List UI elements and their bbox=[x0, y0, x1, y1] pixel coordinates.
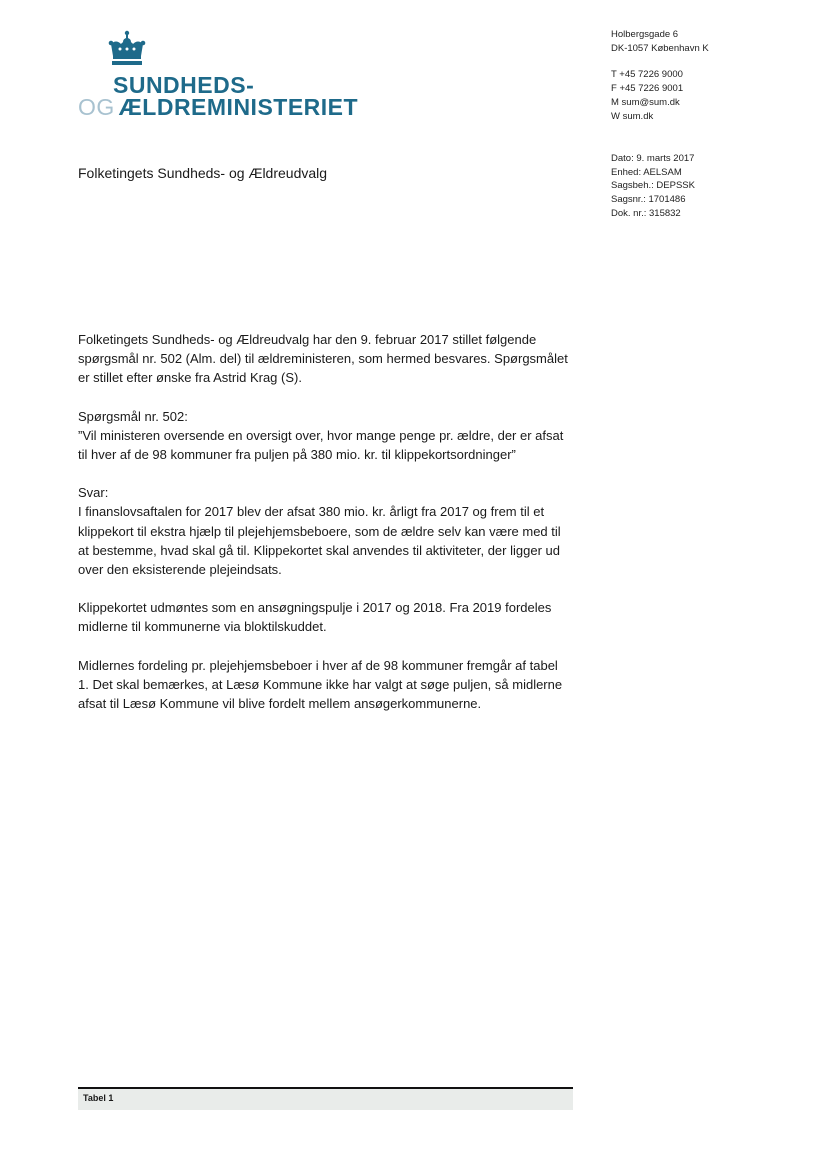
phone: T +45 7226 9000 bbox=[611, 69, 683, 81]
answer-block bbox=[78, 483, 568, 579]
email: M sum@sum.dk bbox=[611, 96, 680, 108]
answer-label: Svar: bbox=[78, 485, 109, 501]
meta-handler: Sagsbeh.: DEPSSK bbox=[611, 180, 695, 192]
contact-block bbox=[611, 28, 811, 123]
logo-text-line1: SUNDHEDS- bbox=[113, 72, 255, 98]
meta-unit: Enhed: AELSAM bbox=[611, 166, 682, 178]
question-block bbox=[78, 407, 568, 465]
question-text: ”Vil ministeren oversende en oversigt over, hvor mange penge pr. ældre, der er afsat til hver af de 98 kommuner fra puljen på 380 mio. kr. til klippekortsordninger” bbox=[78, 427, 564, 463]
crown-icon bbox=[108, 30, 146, 66]
meta-case-number: Sagsnr.: 1701486 bbox=[611, 194, 686, 206]
logo-ministry-name: ÆLDREMINISTERIET bbox=[118, 94, 359, 120]
meta-document-number: Dok. nr.: 315832 bbox=[611, 207, 681, 219]
logo-og: OG bbox=[78, 94, 115, 120]
letter-body bbox=[78, 330, 568, 732]
answer-paragraph-2: Klippekortet udmøntes som en ansøgningspulje i 2017 og 2018. Fra 2019 fordeles midlerne til kommunerne via bloktilskuddet. bbox=[78, 600, 552, 635]
question-label: Spørgsmål nr. 502: bbox=[78, 408, 188, 424]
recipient: Folketingets Sundheds- og Ældreudvalg bbox=[78, 165, 328, 181]
ministry-logo bbox=[78, 30, 358, 120]
address-line-1: Holbergsgade 6 bbox=[611, 29, 679, 40]
table-title: Tabel 1 bbox=[78, 1087, 573, 1110]
meta-date: Dato: 9. marts 2017 bbox=[611, 153, 695, 164]
logo-text-line2 bbox=[78, 94, 358, 121]
fax: F +45 7226 9001 bbox=[611, 83, 684, 95]
address-line-2: DK-1057 København K bbox=[611, 42, 709, 54]
intro-paragraph: Folketingets Sundheds- og Ældreudvalg har den 9. februar 2017 stillet følgende spørgsmål nr. 502 (Alm. del) til ældreministeren, som hermed besvares. Spørgsmålet er stillet efter ønske fra Astrid Krag (S). bbox=[78, 332, 568, 386]
document-meta bbox=[611, 152, 811, 221]
answer-paragraph-1: I finanslovsaftalen for 2017 blev der afsat 380 mio. kr. årligt fra 2017 og frem til et klippekort til ekstra hjælp til plejehjemsbeboere, som de ældre selv kan være med til at bestemme, hvad skal gå til. Klippekortet skal anvendes til aktiviteter, der ligger ud over den eksisterende plejeindsats. bbox=[78, 504, 561, 578]
website: W sum.dk bbox=[611, 110, 654, 122]
answer-paragraph-3: Midlernes fordeling pr. plejehjemsbeboer i hver af de 98 kommuner fremgår af tabel 1. Det skal bemærkes, at Læsø Kommune ikke har valgt at søge puljen, så midlerne afsat til Læsø Kommune vil blive fordelt mellem ansøgerkommunerne. bbox=[78, 657, 563, 712]
